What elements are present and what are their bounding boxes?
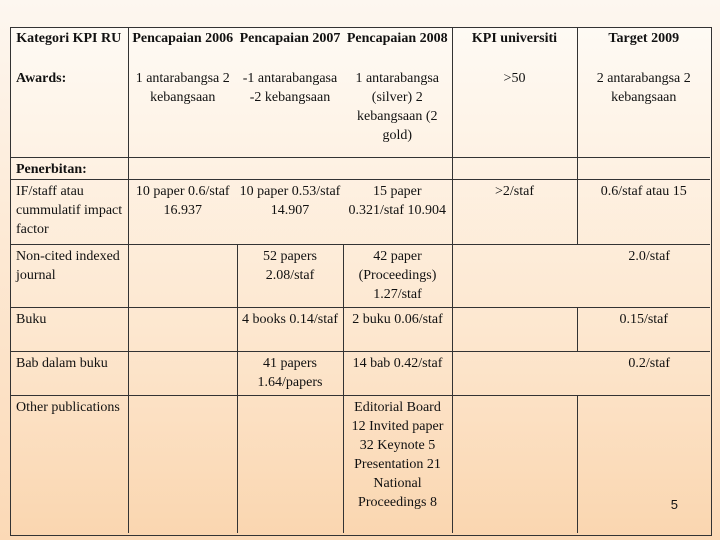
penerbitan-row (10, 157, 710, 179)
header-pencapaian-2006: Pencapaian 2006 (132, 31, 234, 46)
non-cited-label: Non-cited indexed journal (10, 244, 128, 307)
if-staff-row (10, 179, 710, 244)
if-staff-2008: 15 paper 0.321/staf 10.904 (343, 179, 452, 244)
buku-target-2009: 0.15/staf (577, 307, 710, 351)
kpi-table (10, 27, 710, 533)
awards-row (10, 69, 710, 157)
bab-dalam-buku-target-2009: 0.2/staf (452, 351, 710, 395)
other-publications-row (10, 395, 710, 533)
penerbitan-label: Penerbitan: (10, 157, 128, 179)
non-cited-2008: 42 paper (Proceedings) 1.27/staf (343, 244, 452, 307)
if-staff-kpi-universiti: >2/staf (452, 179, 577, 244)
other-publications-label: Other publications (10, 395, 128, 533)
awards-2008: 1 antarabangsa (silver) 2 kebangsaan (2 gold) (343, 69, 452, 157)
if-staff-2006: 10 paper 0.6/staf 16.937 (128, 179, 237, 244)
buku-2007: 4 books 0.14/staf (237, 307, 343, 351)
awards-kpi-universiti: >50 (452, 69, 577, 157)
awards-2006: 1 antarabangsa 2 kebangsaan (128, 69, 237, 157)
bab-dalam-buku-2008: 14 bab 0.42/staf (343, 351, 452, 395)
awards-2007: -1 antarabangasa -2 kebangsaan (237, 69, 343, 157)
header-kpi-universiti: KPI universiti (452, 27, 577, 69)
header-target-2009: Target 2009 (608, 31, 680, 46)
bab-dalam-buku-2007: 41 papers 1.64/papers (237, 351, 343, 395)
bab-dalam-buku-row (10, 351, 710, 395)
header-row (10, 27, 710, 69)
if-staff-2007: 10 paper 0.53/staf 14.907 (237, 179, 343, 244)
buku-row (10, 307, 710, 351)
awards-target-2009: 2 antarabangsa 2 kebangsaan (577, 69, 710, 157)
buku-label: Buku (10, 307, 128, 351)
non-cited-2007: 52 papers 2.08/staf (237, 244, 343, 307)
header-pencapaian-2007: Pencapaian 2007 (239, 31, 341, 46)
header-kategori: Kategori KPI RU (10, 27, 128, 69)
buku-2008: 2 buku 0.06/staf (343, 307, 452, 351)
bab-dalam-buku-label: Bab dalam buku (10, 351, 128, 395)
header-pencapaian-2008: Pencapaian 2008 (343, 27, 452, 69)
awards-label: Awards: (10, 69, 128, 157)
page-number: 5 (670, 497, 678, 512)
if-staff-label: IF/staff atau cummulatif impact factor (10, 179, 128, 244)
if-staff-target-2009: 0.6/staf atau 15 (577, 179, 710, 244)
non-cited-row (10, 244, 710, 307)
other-publications-2008: Editorial Board 12 Invited paper 32 Keynote 5 Presentation 21 National Proceedings 8 (343, 395, 452, 533)
non-cited-target-2009: 2.0/staf (452, 244, 710, 307)
